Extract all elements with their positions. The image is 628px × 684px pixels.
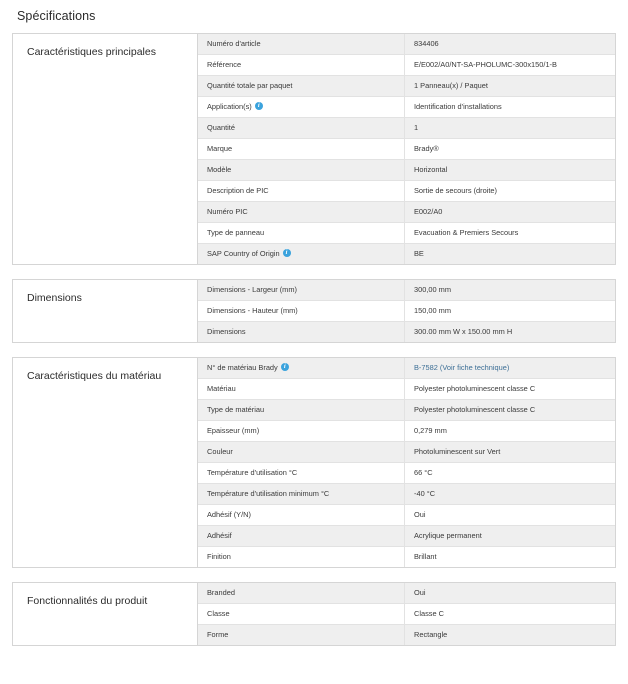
spec-label-cell [198,301,405,322]
table-row [198,76,615,97]
spec-table [198,583,615,645]
spec-label: Numéro d'article [207,39,261,48]
spec-value-cell [405,442,616,463]
spec-label: Branded [207,588,235,597]
spec-value: Polyester photoluminescent classe C [414,405,536,414]
table-row [198,280,615,301]
spec-value: Oui [414,510,426,519]
spec-value: Sortie de secours (droite) [414,186,497,195]
spec-label: SAP Country of Origin [207,249,280,258]
spec-label-cell [198,421,405,442]
table-row [198,379,615,400]
spec-label: Dimensions [207,327,246,336]
spec-value-cell [405,202,616,223]
spec-label: Description de PIC [207,186,269,195]
info-icon[interactable] [281,363,289,371]
table-row [198,55,615,76]
spec-label: Référence [207,60,242,69]
spec-label-cell [198,547,405,568]
spec-value-cell [405,526,616,547]
spec-section [12,33,616,265]
spec-section [12,582,616,646]
table-row [198,322,615,343]
spec-label-cell [198,625,405,646]
spec-label: Matériau [207,384,236,393]
spec-value: Acrylique permanent [414,531,482,540]
spec-value: -40 °C [414,489,436,498]
table-row [198,505,615,526]
spec-value-cell [405,55,616,76]
table-row [198,526,615,547]
spec-label: Couleur [207,447,233,456]
section-rows [198,34,616,265]
spec-label: Marque [207,144,233,153]
section-rows [198,583,616,646]
info-icon[interactable] [255,102,263,110]
table-row [198,301,615,322]
spec-label-cell [198,118,405,139]
table-row [198,463,615,484]
spec-label: Adhésif (Y/N) [207,510,251,519]
spec-value: 66 °C [414,468,433,477]
spec-label-cell [198,379,405,400]
spec-value-cell [405,139,616,160]
spec-value-cell [405,160,616,181]
spec-value: Polyester photoluminescent classe C [414,384,536,393]
spec-label-cell [198,442,405,463]
spec-value: 150,00 mm [414,306,451,315]
spec-value-cell [405,583,616,604]
section-heading: Caractéristiques du matériau [13,358,198,568]
spec-value-cell [405,358,616,379]
spec-value: 300,00 mm [414,285,451,294]
spec-value: 300.00 mm W x 150.00 mm H [414,327,513,336]
spec-section [12,279,616,343]
spec-value-cell [405,604,616,625]
spec-label-cell [198,223,405,244]
spec-value: 1 Panneau(x) / Paquet [414,81,488,90]
spec-value-cell [405,379,616,400]
spec-value: Evacuation & Premiers Secours [414,228,519,237]
spec-value-cell [405,463,616,484]
spec-table [198,34,615,264]
spec-value: Photoluminescent sur Vert [414,447,501,456]
section-rows [198,358,616,568]
spec-label-cell [198,484,405,505]
spec-value: Identification d'installations [414,102,502,111]
spec-label: Forme [207,630,229,639]
spec-label-cell [198,97,405,118]
spec-value-cell [405,280,616,301]
spec-label-cell [198,505,405,526]
specification-sections [12,33,616,646]
page-title: Spécifications [17,9,96,23]
table-row [198,604,615,625]
spec-value: BE [414,249,424,258]
spec-value-cell [405,244,616,265]
spec-label-cell [198,34,405,55]
table-row [198,202,615,223]
spec-label-cell [198,280,405,301]
spec-label: Type de panneau [207,228,265,237]
section-rows [198,280,616,343]
section-heading: Caractéristiques principales [13,34,198,265]
spec-value-cell [405,547,616,568]
spec-label: Finition [207,552,231,561]
spec-value: E002/A0 [414,207,443,216]
spec-label: Quantité [207,123,235,132]
section-heading: Dimensions [13,280,198,343]
table-row [198,421,615,442]
spec-label-cell [198,55,405,76]
spec-value-cell [405,301,616,322]
spec-label-cell [198,139,405,160]
spec-table [198,358,615,567]
spec-label-cell [198,526,405,547]
info-icon[interactable] [283,249,291,257]
spec-section [12,357,616,568]
spec-value: Horizontal [414,165,448,174]
spec-value: 834406 [414,39,439,48]
spec-label: Classe [207,609,230,618]
table-row [198,400,615,421]
spec-label: Dimensions - Hauteur (mm) [207,306,298,315]
spec-label-cell [198,202,405,223]
spec-value-cell [405,484,616,505]
spec-label: Quantité totale par paquet [207,81,293,90]
spec-label-cell [198,604,405,625]
spec-value-cell [405,34,616,55]
table-row [198,139,615,160]
spec-label: Adhésif [207,531,232,540]
section-heading: Fonctionnalités du produit [13,583,198,646]
spec-label-cell [198,76,405,97]
spec-label: Température d'utilisation °C [207,468,298,477]
spec-table [198,280,615,342]
spec-value-cell [405,421,616,442]
spec-value: 1 [414,123,419,132]
spec-label-cell [198,181,405,202]
table-row [198,583,615,604]
spec-label: Application(s) [207,102,252,111]
spec-value: Brillant [414,552,437,561]
table-row [198,181,615,202]
spec-value-cell [405,76,616,97]
spec-value-cell [405,322,616,343]
spec-label: Type de matériau [207,405,265,414]
spec-value: 0,279 mm [414,426,447,435]
spec-value: Rectangle [414,630,448,639]
table-row [198,34,615,55]
table-row [198,118,615,139]
spec-label-cell [198,358,405,379]
spec-value: Oui [414,588,426,597]
spec-value-cell [405,97,616,118]
table-row [198,160,615,181]
table-row [198,484,615,505]
table-row [198,442,615,463]
spec-value: Brady® [414,144,439,153]
spec-label: N° de matériau Brady [207,363,278,372]
spec-label-cell [198,583,405,604]
table-row [198,547,615,568]
spec-label-cell [198,400,405,421]
spec-label-cell [198,322,405,343]
spec-value: Classe C [414,609,444,618]
spec-value-cell [405,505,616,526]
spec-value-cell [405,181,616,202]
spec-label-cell [198,244,405,265]
spec-value-cell [405,400,616,421]
table-row [198,358,615,379]
table-row [198,244,615,265]
spec-label: Modèle [207,165,232,174]
spec-label: Epaisseur (mm) [207,426,260,435]
spec-label-cell [198,463,405,484]
spec-label-cell [198,160,405,181]
spec-value-cell [405,118,616,139]
table-row [198,223,615,244]
spec-value-cell [405,625,616,646]
spec-value-cell [405,223,616,244]
spec-label: Température d'utilisation minimum °C [207,489,330,498]
specifications-page [0,9,628,646]
spec-value: E/E002/A0/NT-SA-PHOLUMC-300x150/1-B [414,60,557,69]
datasheet-link[interactable]: B-7582 (Voir fiche technique) [414,363,510,372]
spec-label: Dimensions - Largeur (mm) [207,285,297,294]
spec-label: Numéro PIC [207,207,248,216]
table-row [198,97,615,118]
table-row [198,625,615,646]
